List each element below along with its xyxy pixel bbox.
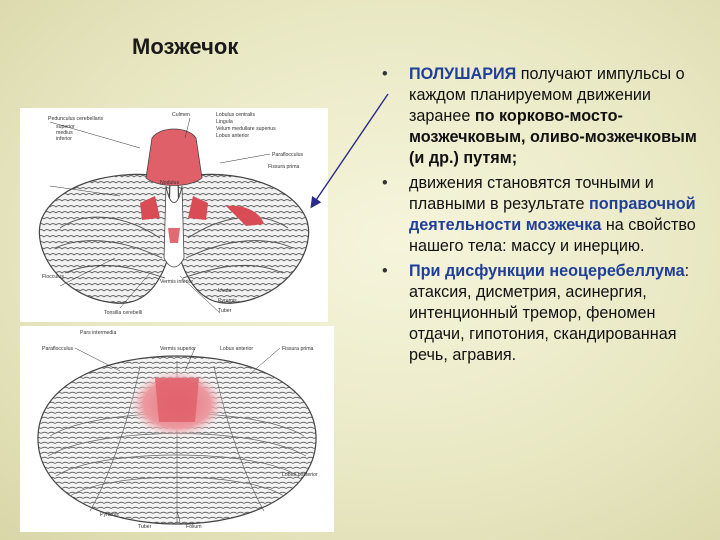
label-lingula: Lingula — [216, 119, 233, 125]
label-tuber: Tuber — [218, 308, 232, 314]
cerebellum-inferior-illustration — [20, 108, 328, 322]
bullet-list — [378, 64, 708, 370]
bullet3-keyword: При дисфункции неоцеребеллума — [409, 262, 685, 280]
bullet1-text: получают импульсы о каждом планируемом движении заранее — [409, 65, 685, 125]
label-lobus-anterior-2: Lobus anterior — [220, 346, 254, 352]
label-lobus-anterior: Lobus anterior — [216, 133, 250, 139]
label-tuber-2: Tuber — [138, 524, 152, 530]
bullet-item-movements — [378, 173, 708, 257]
label-superior: superior — [56, 124, 75, 130]
label-velum: Velum medullare superius — [216, 126, 276, 132]
label-uvula: Uvula — [218, 288, 232, 294]
label-culmen: Culmen — [172, 112, 190, 118]
label-inferior: inferior — [56, 136, 72, 142]
slide-title: Мозжечок — [132, 34, 239, 59]
label-paraflocculus-2: Paraflocculus — [42, 346, 74, 352]
bullet3-text: : атаксия, дисметрия, асинергия, интенционный тремор, феномен отдачи, гипотония, скандированная речь, агравия. — [409, 262, 690, 364]
label-fissura-prima-2: Fissura prima — [282, 346, 314, 352]
label-medius: medius — [56, 130, 73, 136]
bullet2-tail: на свойство нашего тела: массу и инерцию. — [409, 216, 696, 255]
label-lobulus-centralis: Lobulus centralis — [216, 112, 255, 118]
label-paraflocculus: Paraflocculus — [272, 152, 304, 158]
label-pars-intermedia: Pars intermedia — [80, 330, 117, 336]
label-folium: Folium — [186, 524, 202, 530]
bullet2-keyword: поправочной деятельности мозжечка — [409, 195, 696, 234]
label-nodulus: Nodulus — [160, 180, 180, 186]
bullet-item-hemispheres — [378, 64, 708, 169]
label-tonsilla: Tonsilla cerebelli — [104, 310, 143, 316]
bullet1-pathways: по корково-мосто-мозжечковым, оливо-мозжечковым (и др.) путям; — [409, 107, 697, 167]
cerebellum-inferior-view-figure — [20, 108, 328, 322]
cerebellum-superior-view-figure — [20, 326, 334, 532]
cerebellum-superior-illustration — [20, 326, 334, 532]
label-pyramis: Pyramis — [218, 298, 237, 304]
label-vermis-superior: Vermis superior — [160, 346, 197, 352]
label-lobus-posterior: Lobus posterior — [282, 472, 318, 478]
label-pedunculus: Pedunculus cerebellaris — [48, 116, 104, 122]
bullet2-text: движения становятся точными и плавными в результате — [409, 174, 654, 213]
bullet1-keyword: ПОЛУШАРИЯ — [409, 65, 517, 83]
label-fissura-prima: Fissura prima — [268, 164, 300, 170]
label-vermis-inferior: Vermis inferior — [160, 279, 194, 285]
label-pyramis-2: Pyramis — [100, 512, 119, 518]
bullet-item-dysfunction — [378, 261, 708, 366]
label-flocculus: Flocculus — [42, 274, 64, 280]
